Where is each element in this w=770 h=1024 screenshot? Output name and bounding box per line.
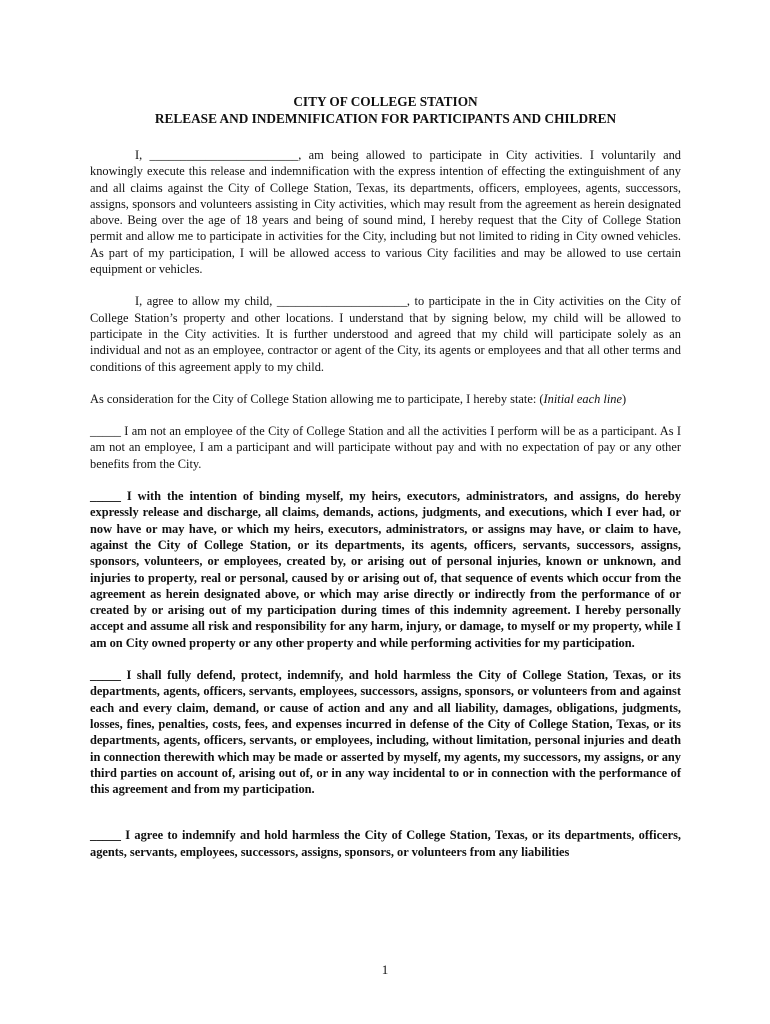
spacer	[90, 375, 681, 391]
spacer	[90, 127, 681, 147]
paragraph-defend-indemnify: _____ I shall fully defend, protect, indemnify, and hold harmless the City of College Station, Texas, or its departments, agents, officers, servants, employees, successors, assigns, sponsors, or volunteers from and against each and every claim, demand, or cause of action and any and all liability, damages, obligations, judgments, losses, fines, penalties, costs, fees, and expenses incurred in defense of the City of College Station, Texas, or its departments, agents, officers, servants, or employees, including, without limitation, personal injuries and death in connection therewith which may be made or asserted by myself, my agents, my successors, my assigns, or any third parties on account of, arising out of, or in any way incidental to or in connection with the performance of this agreement and from my participation.	[90, 668, 681, 797]
consideration-text: As consideration for the City of College Station allowing me to participate, I hereby state: (	[90, 391, 544, 406]
spacer	[90, 277, 681, 293]
paragraph-child-consent: I, agree to allow my child, _____________________, to participate in the in City activities on the City of College Station’s property and other locations. I understand that by signing below, my child will be allowed to participate in the City activities. It is further understood and agreed that my child will participate solely as an individual and not as an employee, contractor or agent of the City, its agents or employees and that all other terms and conditions of this agreement apply to my child.	[90, 294, 681, 374]
paragraph-participant-release: I, ________________________, am being allowed to participate in City activities. I voluntarily and knowingly execute this release and indemnification with the express intention of effecting the extinguishment of any and all claims against the City of College Station, Texas, its departments, officers, employees, agents, successors, assigns, sponsors and volunteers assisting in City activities, which may result from the agreement as herein designated above. Being over the age of 18 years and being of sound mind, I hereby request that the City of College Station permit and allow me to participate in activities for the City, including but not limited to riding in City owned vehicles. As part of my participation, I will be allowed access to various City facilities and may be allowed to use certain equipment or vehicles.	[90, 148, 681, 277]
document-body	[90, 93, 681, 860]
spacer	[90, 797, 681, 827]
consideration-close: )	[621, 391, 627, 406]
paragraph-hold-harmless: _____ I agree to indemnify and hold harmless the City of College Station, Texas, or its departments, officers, agents, servants, employees, successors, assigns, sponsors, or volunteers from any liabilities	[90, 828, 681, 859]
page-number: 1	[381, 962, 389, 977]
paragraph-consideration	[90, 391, 681, 407]
document-title-city: CITY OF COLLEGE STATION	[293, 94, 478, 109]
paragraph-not-employee: _____ I am not an employee of the City of College Station and all the activities I perform will be as a participant. As I am not an employee, I am a participant and will participate without pay and with no expectation of pay or any other benefits from the City.	[90, 424, 681, 471]
paragraph-release-discharge: _____ I with the intention of binding myself, my heirs, executors, administrators, and assigns, do hereby expressly release and discharge, all claims, demands, actions, judgments, and executions, which I ever had, or now have or may have, or which my heirs, executors, administrators, or assigns may have, or claim to have, against the City of College Station, or its departments, its agents, officers, servants, successors, assigns, sponsors, volunteers, or employees, created by, or arising out of personal injuries, known or unknown, and injuries to property, real or personal, caused by or arising out of, that sequence of events which occur from the agreement as herein designated above, or which may arise directly or indirectly from the performance of or created by or arising out of my participation during times of this indemnity agreement. I hereby personally accept and assume all risk and responsibility for any harm, injury, or damage, to myself or my property, while I am on City owned property or any other property and while performing activities for my participation.	[90, 489, 681, 650]
spacer	[90, 407, 681, 423]
initial-each-line-note: Initial each line	[543, 391, 622, 406]
spacer	[90, 472, 681, 488]
document-title-release: RELEASE AND INDEMNIFICATION FOR PARTICIPANTS AND CHILDREN	[154, 111, 617, 126]
spacer	[90, 651, 681, 667]
